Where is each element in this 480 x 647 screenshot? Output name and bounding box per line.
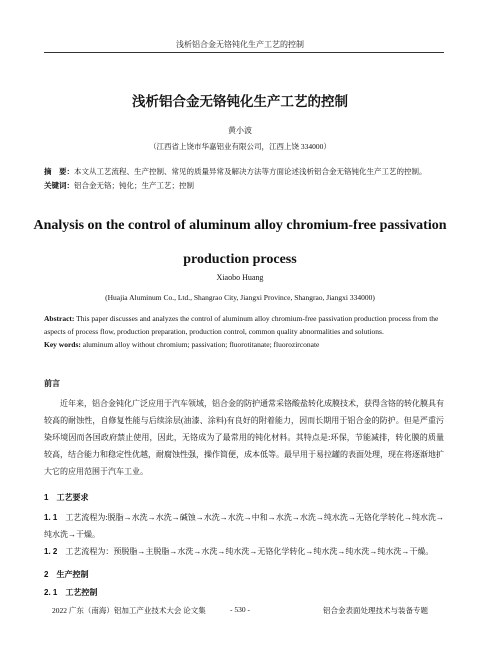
chinese-abstract-text: 本文从工艺流程、生产控制、常见的质量异常及解决方法等方面论述浅析铝合金无铬钝化生产工艺的控制。	[74, 167, 427, 176]
footer-conference: 2022 广东（南海）铝加工产业技术大会 论文集	[52, 606, 206, 615]
chinese-title: 浅析铝合金无铬钝化生产工艺的控制	[132, 94, 348, 109]
header-rule	[44, 52, 444, 53]
chinese-abstract	[44, 166, 444, 178]
english-title	[0, 213, 480, 273]
item-1-1-number: 1. 1	[44, 513, 58, 522]
chinese-abstract-label: 摘 要：	[44, 167, 74, 176]
english-abstract	[44, 313, 444, 352]
preface-text: 近年来，铝合金钝化广泛应用于汽车领域，铝合金的防护通常采铬酸盐转化成膜技术，获得含铬的转化膜具有较高的耐蚀性，自修复性能与后续涂层(油漆、涂料)有良好的附着能力，因而长期用于铝合金的防护。但是严重污染环境因而各国政府禁止使用，因此，无铬成为了最常用的钝化材料。其特点是:环保，节能减排，转化膜的质量较高，结合能力和稳定性优越，耐腐蚀性强，操作简便，成本低等。最早用于易拉罐的表面处理，现在将逐渐地扩大它的应用范围于汽车工业。	[44, 399, 444, 476]
english-keywords-text: aluminum alloy without chromium; passivation; fluorotitanate; fluorozirconate	[80, 340, 320, 349]
running-header: 浅析铝合金无铬钝化生产工艺的控制	[176, 40, 304, 49]
chinese-keywords-label: 关键词：	[44, 181, 74, 190]
section-1-heading: 1 工艺要求	[44, 493, 89, 502]
section-2-heading: 2 生产控制	[44, 570, 89, 579]
english-keywords-label: Key words:	[44, 340, 81, 349]
english-title-line-2: production process	[183, 252, 297, 267]
chinese-keywords	[44, 180, 444, 192]
footer-topic: 铝合金表面处理技术与装备专题	[323, 606, 428, 615]
item-1-2-number: 1. 2	[44, 547, 58, 556]
chinese-keywords-text: 铝合金无铬；钝化；生产工艺；控制	[74, 181, 194, 190]
chinese-affiliation: （江西省上饶市华嘉铝业有限公司，江西上饶 334000）	[149, 142, 331, 151]
english-title-line-1: Analysis on the control of aluminum alloy chromium-free passivation	[33, 218, 447, 233]
preface-paragraph	[44, 395, 444, 480]
footer-page-number: - 530 -	[230, 605, 250, 614]
section-1-1	[44, 509, 444, 543]
chinese-author: 黄小波	[228, 126, 252, 135]
english-abstract-label: Abstract:	[44, 314, 75, 323]
english-abstract-text: This paper discusses and analyzes the control of aluminum alloy chromium-free passivation production process from the aspects of process flow, production preparation, production control, common quality abnormalities and solutions.	[44, 314, 439, 336]
english-abstract-paragraph	[44, 313, 444, 338]
section-1-2	[44, 543, 444, 560]
item-1-1-text: 工艺流程为:脱脂→水洗→水洗→碱蚀→水洗→水洗→中和→水洗→水洗→纯水洗→无铬化学转化→纯水洗→纯水洗→干燥。	[44, 513, 444, 539]
section-2-1-heading: 2. 1 工艺控制	[44, 588, 98, 597]
item-1-2-text: 工艺流程为：预脱脂→主脱脂→水洗→水洗→纯水洗→无铬化学转化→纯水洗→纯水洗→纯水洗→干燥。	[65, 547, 434, 556]
english-keywords	[44, 339, 444, 352]
english-author: Xiaobo Huang	[216, 273, 264, 282]
english-affiliation: (Huajia Aluminum Co., Ltd., Shangrao City, Jiangxi Province, Shangrao, Jiangxi 334000)	[105, 293, 375, 302]
preface-heading: 前言	[44, 379, 60, 388]
